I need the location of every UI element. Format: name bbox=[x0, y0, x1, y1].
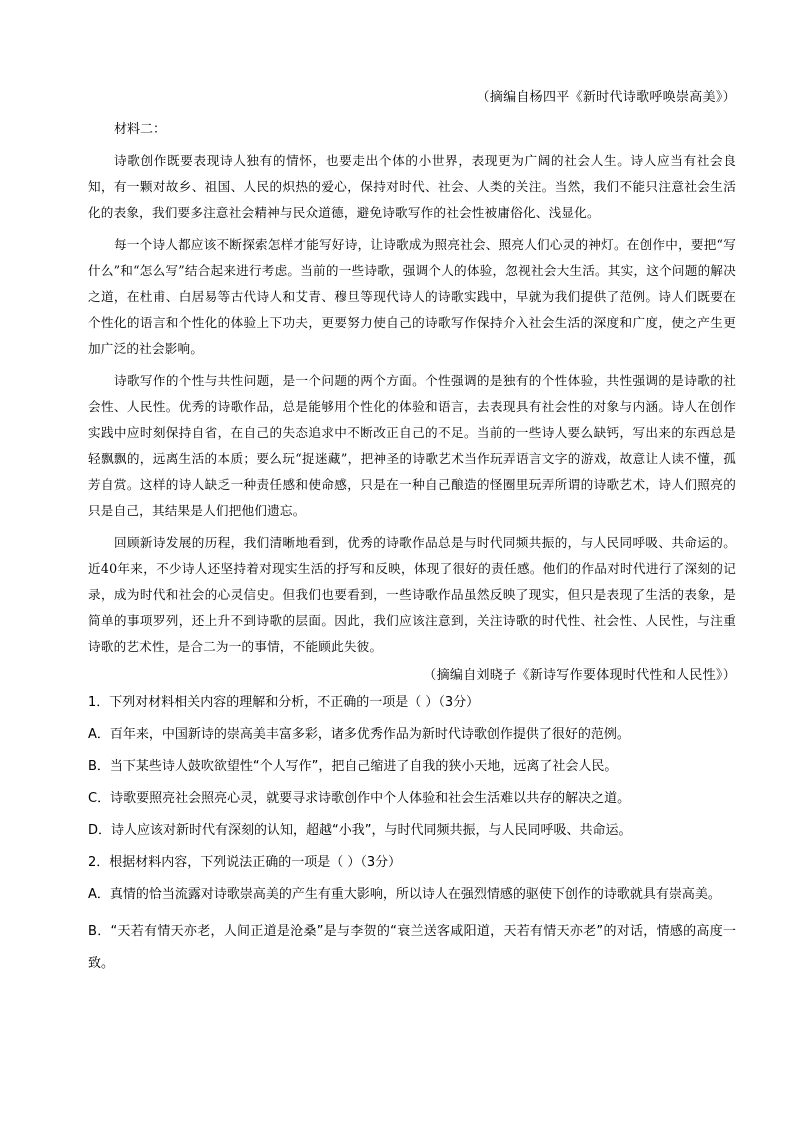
material-2-label: 材料二： bbox=[114, 122, 167, 137]
paragraph-2: 每一个诗人都应该不断探索怎样才能写好诗，让诗歌成为照亮社会、照亮人们心灵的神灯。在创作中，要把“写什么”和“怎么写”结合起来进行考虑。当前的一些诗歌，强调个人的体验，忽视社会大生活。其实，这个问题的解决之道，在杜甫、白居易等古代诗人和艾青、穆旦等现代诗人的诗歌实践中，早就为我们提供了范例。诗人们既要在个性化的语言和个性化的体验上下功夫，更要努力使自己的诗歌写作保持介入社会生活的深度和广度，使之产生更加广泛的社会影响。 bbox=[88, 237, 736, 356]
questions-section bbox=[88, 692, 736, 980]
paragraph-1: 诗歌创作既要表现诗人独有的情怀，也要走出个体的小世界，表现更为广阔的社会人生。诗人应当有社会良知，有一颗对故乡、祖国、人民的炽热的爱心，保持对时代、社会、人类的关注。当然，我们不能只注意社会生活化的表象，我们要多注意社会精神与民众道德，避免诗歌写作的社会性被庸俗化、浅显化。 bbox=[88, 153, 736, 220]
document-content bbox=[88, 88, 736, 980]
question-1-option-c: C．诗歌要照亮社会照亮心灵，就要寻求诗歌创作中个人体验和社会生活难以共存的解决之道。 bbox=[88, 791, 631, 806]
paragraph-3: 诗歌写作的个性与共性问题，是一个问题的两个方面。个性强调的是独有的个性体验，共性强调的是诗歌的社会性、人民性。优秀的诗歌作品，总是能够用个性化的体验和语言，去表现具有社会性的对象与内涵。诗人在创作实践中应时刻保持自省，在自己的失态追求中不断改正自己的不足。当前的一些诗人要么缺钙，写出来的东西总是轻飘飘的，远离生活的本质；要么玩“捉迷藏”，把神圣的诗歌艺术当作玩弄语言文字的游戏，故意让人读不懂，孤芳自赏。这样的诗人缺乏一种责任感和使命感，只是在一种自己酿造的怪圈里玩弄所谓的诗歌艺术，诗人们照亮的只是自己，其结果是人们把他们遗忘。 bbox=[88, 373, 736, 518]
question-1-stem: 1．下列对材料相关内容的理解和分析，不正确的一项是（ ）（3分） bbox=[88, 695, 480, 710]
question-2-option-b: B．“天若有情天亦老，人间正道是沧桑”是与李贺的“衰兰送客咸阳道，天若有情天亦老”的对话，情感的高度一致。 bbox=[88, 924, 736, 971]
source-citation-1: （摘编自杨四平《新时代诗歌呼唤崇高美》） bbox=[476, 90, 736, 105]
question-2-stem: 2．根据材料内容，下列说法正确的一项是（ ）（3分） bbox=[88, 855, 402, 870]
question-2-option-a: A．真情的恰当流露对诗歌崇高美的产生有重大影响，所以诗人在强烈情感的驱使下创作的诗歌就具有崇高美。 bbox=[88, 887, 721, 902]
paragraph-4: 回顾新诗发展的历程，我们清晰地看到，优秀的诗歌作品总是与时代同频共振的，与人民同呼吸、共命运的。近40年来，不少诗人还坚持着对现实生活的抒写和反映，体现了很好的责任感。他们的作品对时代进行了深刻的记录，成为时代和社会的心灵信史。但我们也要看到，一些诗歌作品虽然反映了现实，但只是表现了生活的表象，是简单的事项罗列，还上升不到诗歌的层面。因此，我们应该注意到，关注诗歌的时代性、社会性、人民性，与注重诗歌的艺术性，是合二为一的事情，不能顾此失彼。 bbox=[88, 535, 736, 654]
question-1-option-a: A．百年来，中国新诗的崇高美丰富多彩，诸多优秀作品为新时代诗歌创作提供了很好的范例。 bbox=[88, 727, 630, 742]
question-1-option-d: D．诗人应该对新时代有深刻的认知，超越“小我”，与时代同频共振，与人民同呼吸、共命运。 bbox=[88, 823, 632, 838]
source-citation-2: （摘编自刘晓子《新诗写作要体现时代性和人民性》） bbox=[423, 668, 736, 683]
question-1-option-b: B．当下某些诗人鼓吹欲望性“个人写作”，把自己缩进了自我的狭小天地，远离了社会人民。 bbox=[88, 759, 618, 774]
